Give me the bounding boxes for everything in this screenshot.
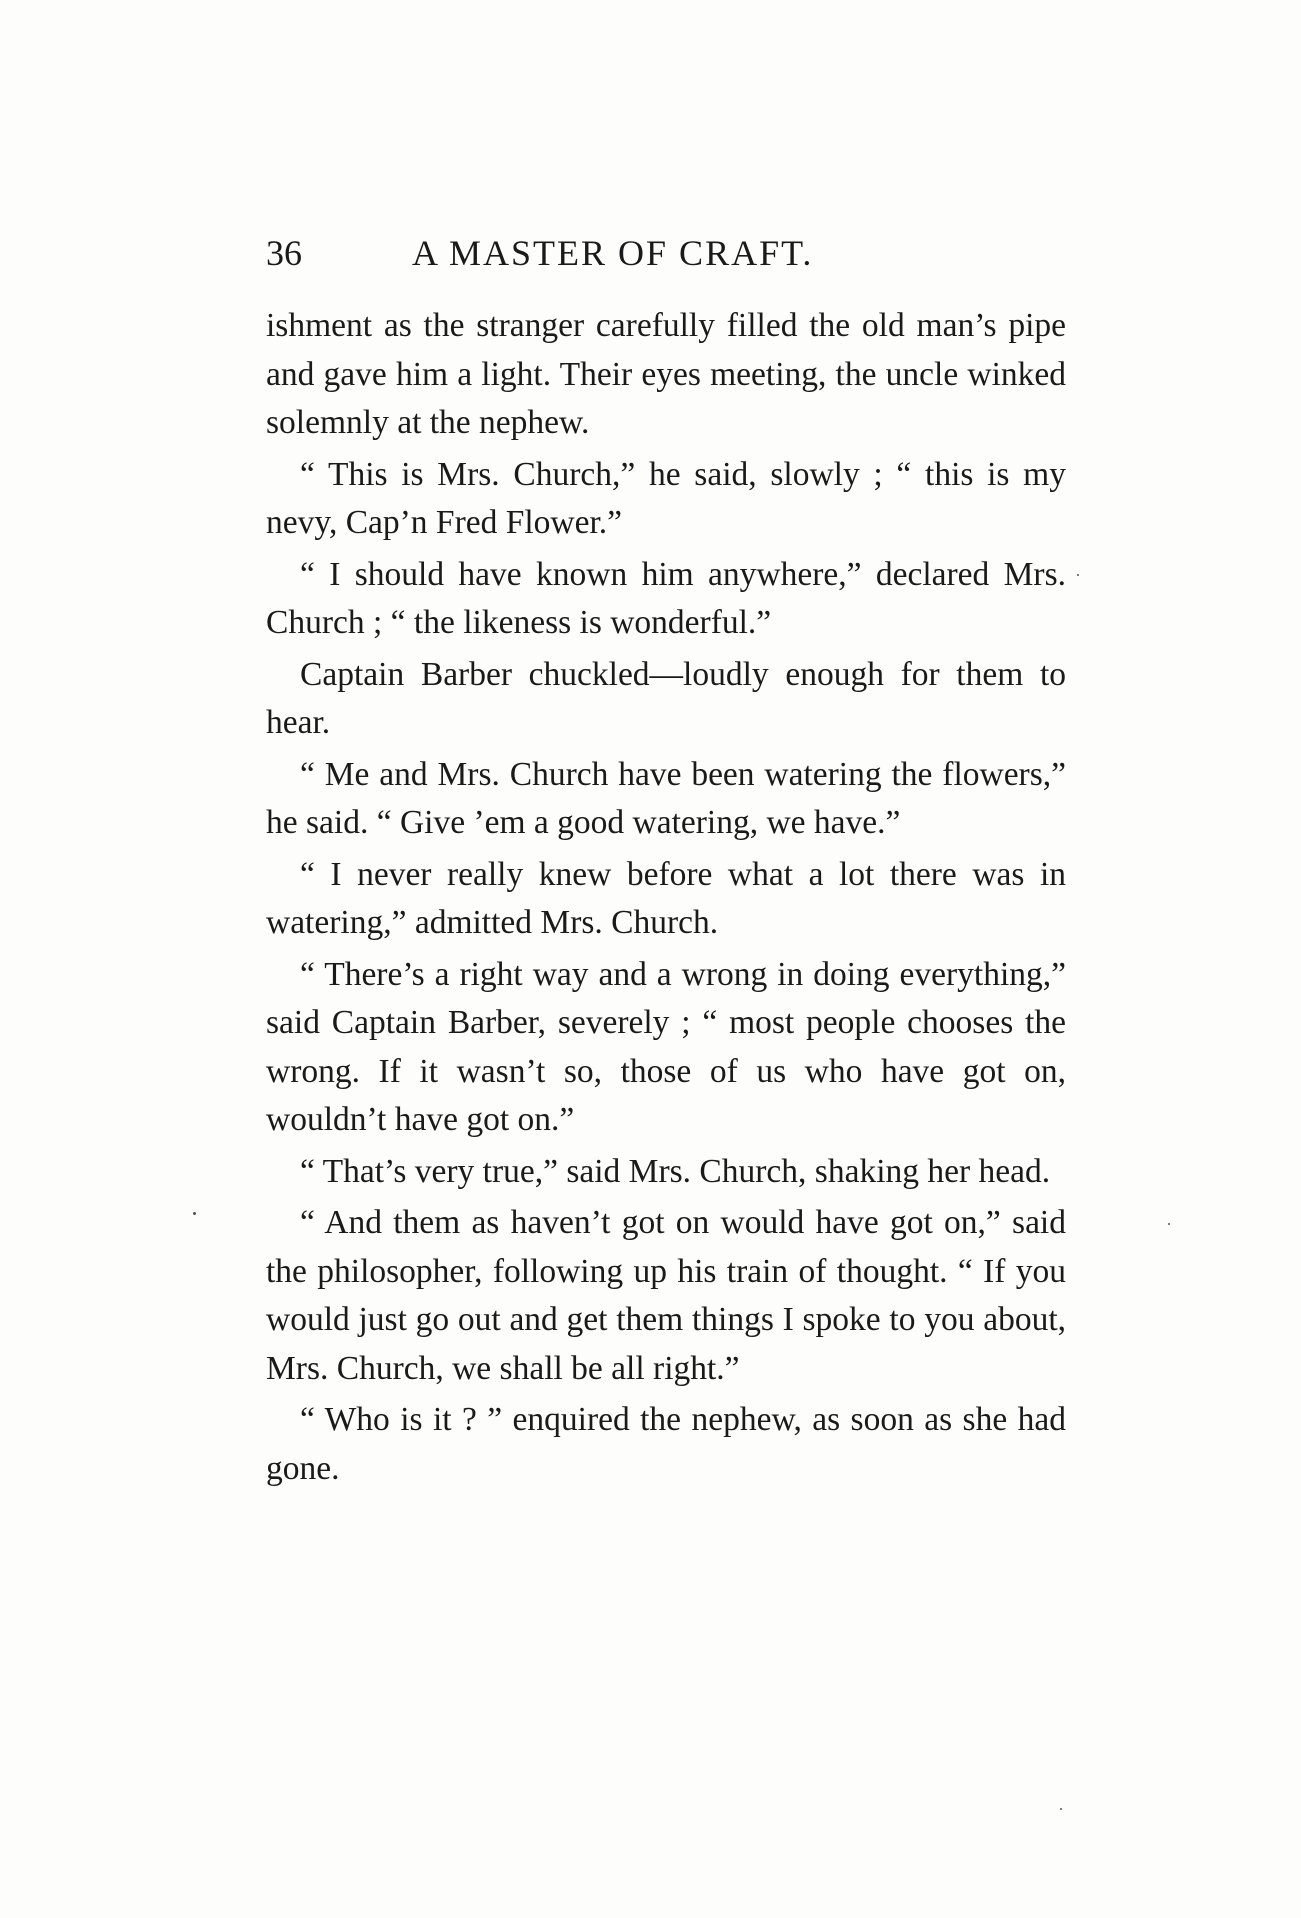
paragraph-3: “ I should have known him anywhere,” declared Mrs. Church ; “ the likeness is wonderful.” — [266, 555, 1066, 641]
page-header — [266, 232, 1066, 292]
paragraph-4: Captain Barber chuckled—loudly enough for them to hear. — [266, 655, 1066, 741]
running-title: A MASTER OF CRAFT. — [412, 233, 814, 273]
paragraph-1: ishment as the stranger carefully filled the old man’s pipe and gave him a light. Their eyes meeting, the uncle winked solemnly at the nephew. — [266, 307, 1066, 441]
paragraph-7: “ There’s a right way and a wrong in doing everything,” said Captain Barber, severely ; “ most people chooses the wrong. If it wasn’t so, those of us who have got on, wouldn’t have got on.” — [266, 955, 1066, 1138]
page-number: 36 — [266, 233, 302, 273]
paragraph-9: “ And them as haven’t got on would have got on,” said the philosopher, following up his train of thought. “ If you would just go out and get them things I spoke to you about, Mrs. Church, we shall be all right.” — [266, 1204, 1066, 1387]
paragraph-10: “ Who is it ? ” enquired the nephew, as soon as she had gone. — [266, 1401, 1066, 1487]
ink-speck — [1168, 1223, 1170, 1225]
paragraph-5: “ Me and Mrs. Church have been watering the flowers,” he said. “ Give ’em a good watering, we have.” — [266, 755, 1066, 841]
paragraph-8: “ That’s very true,” said Mrs. Church, shaking her head. — [300, 1152, 1051, 1190]
ink-speck — [193, 1212, 196, 1215]
paragraph-2: “ This is Mrs. Church,” he said, slowly ; “ this is my nevy, Cap’n Fred Flower.” — [266, 455, 1066, 541]
paragraph-6: “ I never really knew before what a lot there was in watering,” admitted Mrs. Church. — [266, 855, 1066, 941]
ink-speck — [1077, 574, 1079, 576]
ink-speck — [1060, 1808, 1062, 1810]
body-text — [266, 302, 1066, 1496]
